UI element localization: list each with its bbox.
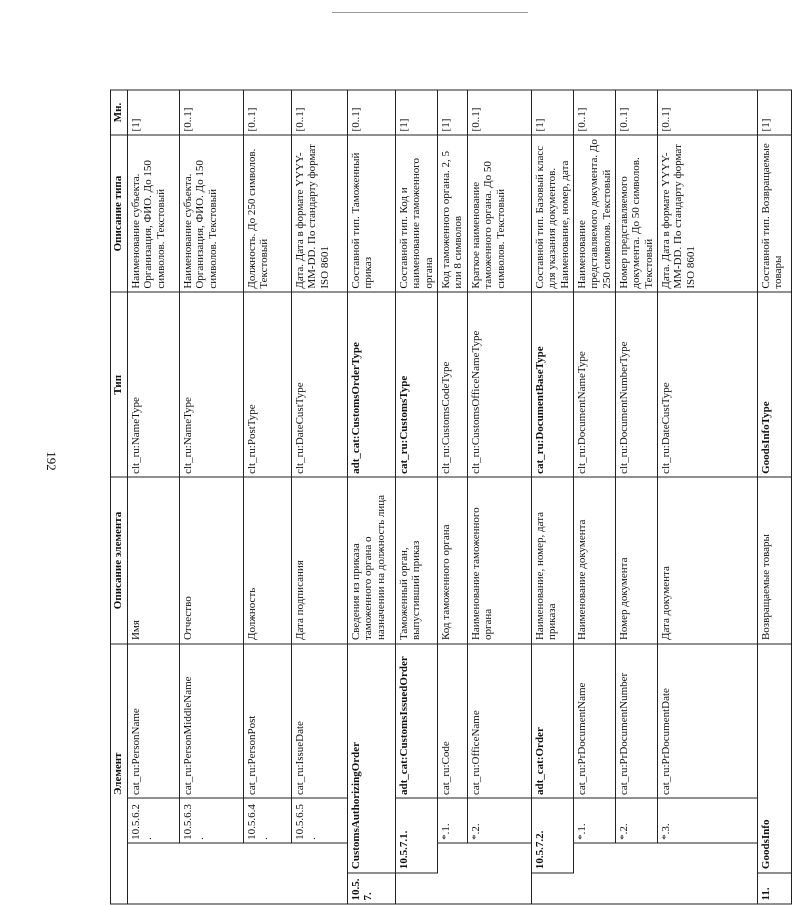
rotated-table-container bbox=[110, 90, 785, 905]
row-type-description: Дата. Дата в формате YYYY-MM-DD. По стандарту формат ISO 8601 bbox=[292, 135, 348, 292]
table-row bbox=[348, 90, 396, 904]
row-multiplicity: [0..1] bbox=[244, 90, 292, 135]
row-multiplicity: [0..1] bbox=[292, 90, 348, 135]
table-row bbox=[180, 90, 244, 904]
row-type: clt_ru:CustomsOfficeNameType bbox=[468, 292, 532, 477]
row-type-description: Составной тип. Возвращаемые товары bbox=[757, 135, 791, 292]
indent-cell bbox=[244, 843, 292, 904]
row-name: cat_ru:OfficeName bbox=[468, 644, 532, 799]
row-type-description: Номер представляемого документа. До 50 символов. Текстовый bbox=[615, 135, 657, 292]
row-type: clt_ru:CustomsCodeType bbox=[438, 292, 468, 477]
row-description: Код таможенного органа bbox=[438, 477, 468, 643]
table-header-row bbox=[111, 90, 128, 904]
row-type: clt_ru:DateCustType bbox=[657, 292, 757, 477]
indent-cell bbox=[532, 873, 574, 904]
row-number: 11. bbox=[757, 873, 791, 904]
row-description: Должность bbox=[244, 477, 292, 643]
row-type: clt_ru:DateCustType bbox=[292, 292, 348, 477]
schema-table bbox=[110, 90, 792, 905]
row-multiplicity: [0..1] bbox=[657, 90, 757, 135]
row-number: *.1. bbox=[438, 798, 468, 843]
row-number: 10.5.7.1. bbox=[396, 798, 438, 872]
row-number: 10.5.6.2. bbox=[128, 798, 180, 843]
row-type: cat_ru:DocumentBaseType bbox=[532, 292, 574, 477]
row-description: Дата документа bbox=[657, 477, 757, 643]
row-multiplicity: [0..1] bbox=[615, 90, 657, 135]
table-row bbox=[438, 90, 468, 904]
row-number: 10.5.6.3. bbox=[180, 798, 244, 843]
row-description: Сведения из приказа таможенного органа о назначении на должность лица bbox=[348, 477, 396, 643]
row-description: Дата подписания bbox=[292, 477, 348, 643]
row-description: Таможенный орган, выпустивший приказ bbox=[396, 477, 438, 643]
row-number: *.2. bbox=[615, 798, 657, 843]
row-name: cat_ru:Code bbox=[438, 644, 468, 799]
row-type-description: Составной тип. Код и наименование таможенного органа bbox=[396, 135, 438, 292]
row-name: cat_ru:PrDocumentNumber bbox=[615, 644, 657, 799]
table-row bbox=[468, 90, 532, 904]
row-type-description: Наименование субъекта. Организация, ФИО. До 150 символов. Текстовый bbox=[128, 135, 180, 292]
row-type: clt_ru:DocumentNumberType bbox=[615, 292, 657, 477]
header-element: Элемент bbox=[111, 644, 128, 904]
table-row bbox=[396, 90, 438, 904]
indent-cell bbox=[180, 843, 244, 904]
row-multiplicity: [1] bbox=[128, 90, 180, 135]
row-description: Наименование, номер, дата приказа bbox=[532, 477, 574, 643]
table-row bbox=[657, 90, 757, 904]
row-number: *.1. bbox=[573, 798, 615, 843]
row-multiplicity: [0..1] bbox=[348, 90, 396, 135]
row-type: clt_ru:DocumentNameType bbox=[573, 292, 615, 477]
row-description: Наименование таможенного органа bbox=[468, 477, 532, 643]
row-number: 10.5.7. bbox=[348, 873, 396, 904]
row-name: cat_ru:PrDocumentDate bbox=[657, 644, 757, 799]
row-name: cat_ru:PersonMiddleName bbox=[180, 644, 244, 799]
table-row bbox=[532, 90, 574, 904]
row-multiplicity: [1] bbox=[757, 90, 791, 135]
page-number: 192 bbox=[44, 451, 59, 471]
row-name: cat_ru:PersonName bbox=[128, 644, 180, 799]
indent-cell bbox=[615, 843, 657, 904]
row-description: Возвращаемые товары bbox=[757, 477, 791, 643]
row-name: adt_cat:CustomsIssuedOrder bbox=[396, 644, 438, 799]
row-multiplicity: [1] bbox=[396, 90, 438, 135]
row-type: adt_cat:CustomsOrderType bbox=[348, 292, 396, 477]
row-type: clt_ru:NameType bbox=[128, 292, 180, 477]
table-row bbox=[244, 90, 292, 904]
row-type: clt_ru:NameType bbox=[180, 292, 244, 477]
row-type-description: Дата. Дата в формате YYYY-MM-DD. По стандарту формат ISO 8601 bbox=[657, 135, 757, 292]
row-number: *.3. bbox=[657, 798, 757, 843]
row-type-description: Должность. До 250 символов. Текстовый bbox=[244, 135, 292, 292]
indent-cell bbox=[438, 843, 468, 904]
top-rule bbox=[332, 12, 528, 13]
row-description: Номер документа bbox=[615, 477, 657, 643]
row-type-description: Наименование представляемого документа. До 250 символов. Текстовый bbox=[573, 135, 615, 292]
indent-cell bbox=[292, 843, 348, 904]
indent-cell bbox=[128, 843, 180, 904]
table-row bbox=[757, 90, 791, 904]
row-description: Имя bbox=[128, 477, 180, 643]
row-multiplicity: [0..1] bbox=[180, 90, 244, 135]
table-row bbox=[128, 90, 180, 904]
row-type: clt_ru:PostType bbox=[244, 292, 292, 477]
indent-cell bbox=[396, 873, 438, 904]
header-type: Тип bbox=[111, 292, 128, 477]
row-multiplicity: [0..1] bbox=[573, 90, 615, 135]
table-row bbox=[292, 90, 348, 904]
row-multiplicity: [1] bbox=[438, 90, 468, 135]
row-name: CustomsAuthorizingOrder bbox=[348, 644, 396, 873]
row-name: adt_cat:Order bbox=[532, 644, 574, 799]
row-type-description: Код таможенного органа. 2, 5 или 8 символов bbox=[438, 135, 468, 292]
indent-cell bbox=[657, 843, 757, 904]
row-name: cat_ru:IssueDate bbox=[292, 644, 348, 799]
indent-cell bbox=[468, 843, 532, 904]
table-row bbox=[573, 90, 615, 904]
row-type-description: Составной тип. Базовый класс для указания документов. Наименование, номер, дата bbox=[532, 135, 574, 292]
row-type-description: Наименование субъекта. Организация, ФИО. До 150 символов. Текстовый bbox=[180, 135, 244, 292]
indent-cell bbox=[573, 843, 615, 904]
row-type-description: Краткое наименование таможенного органа. До 50 символов. Текстовый bbox=[468, 135, 532, 292]
row-number: *.2. bbox=[468, 798, 532, 843]
row-description: Наименование документа bbox=[573, 477, 615, 643]
row-description: Отчество bbox=[180, 477, 244, 643]
header-multiplicity: Мн. bbox=[111, 90, 128, 135]
row-number: 10.5.6.4. bbox=[244, 798, 292, 843]
row-number: 10.5.6.5. bbox=[292, 798, 348, 843]
table-row bbox=[615, 90, 657, 904]
row-name: cat_ru:PersonPost bbox=[244, 644, 292, 799]
row-number: 10.5.7.2. bbox=[532, 798, 574, 872]
row-type-description: Составной тип. Таможенный приказ bbox=[348, 135, 396, 292]
header-type-description: Описание типа bbox=[111, 135, 128, 292]
row-type: GoodsInfoType bbox=[757, 292, 791, 477]
row-name: GoodsInfo bbox=[757, 644, 791, 873]
row-type: cat_ru:CustomsType bbox=[396, 292, 438, 477]
row-multiplicity: [1] bbox=[532, 90, 574, 135]
row-multiplicity: [0..1] bbox=[468, 90, 532, 135]
header-description: Описание элемента bbox=[111, 477, 128, 643]
row-name: cat_ru:PrDocumentName bbox=[573, 644, 615, 799]
